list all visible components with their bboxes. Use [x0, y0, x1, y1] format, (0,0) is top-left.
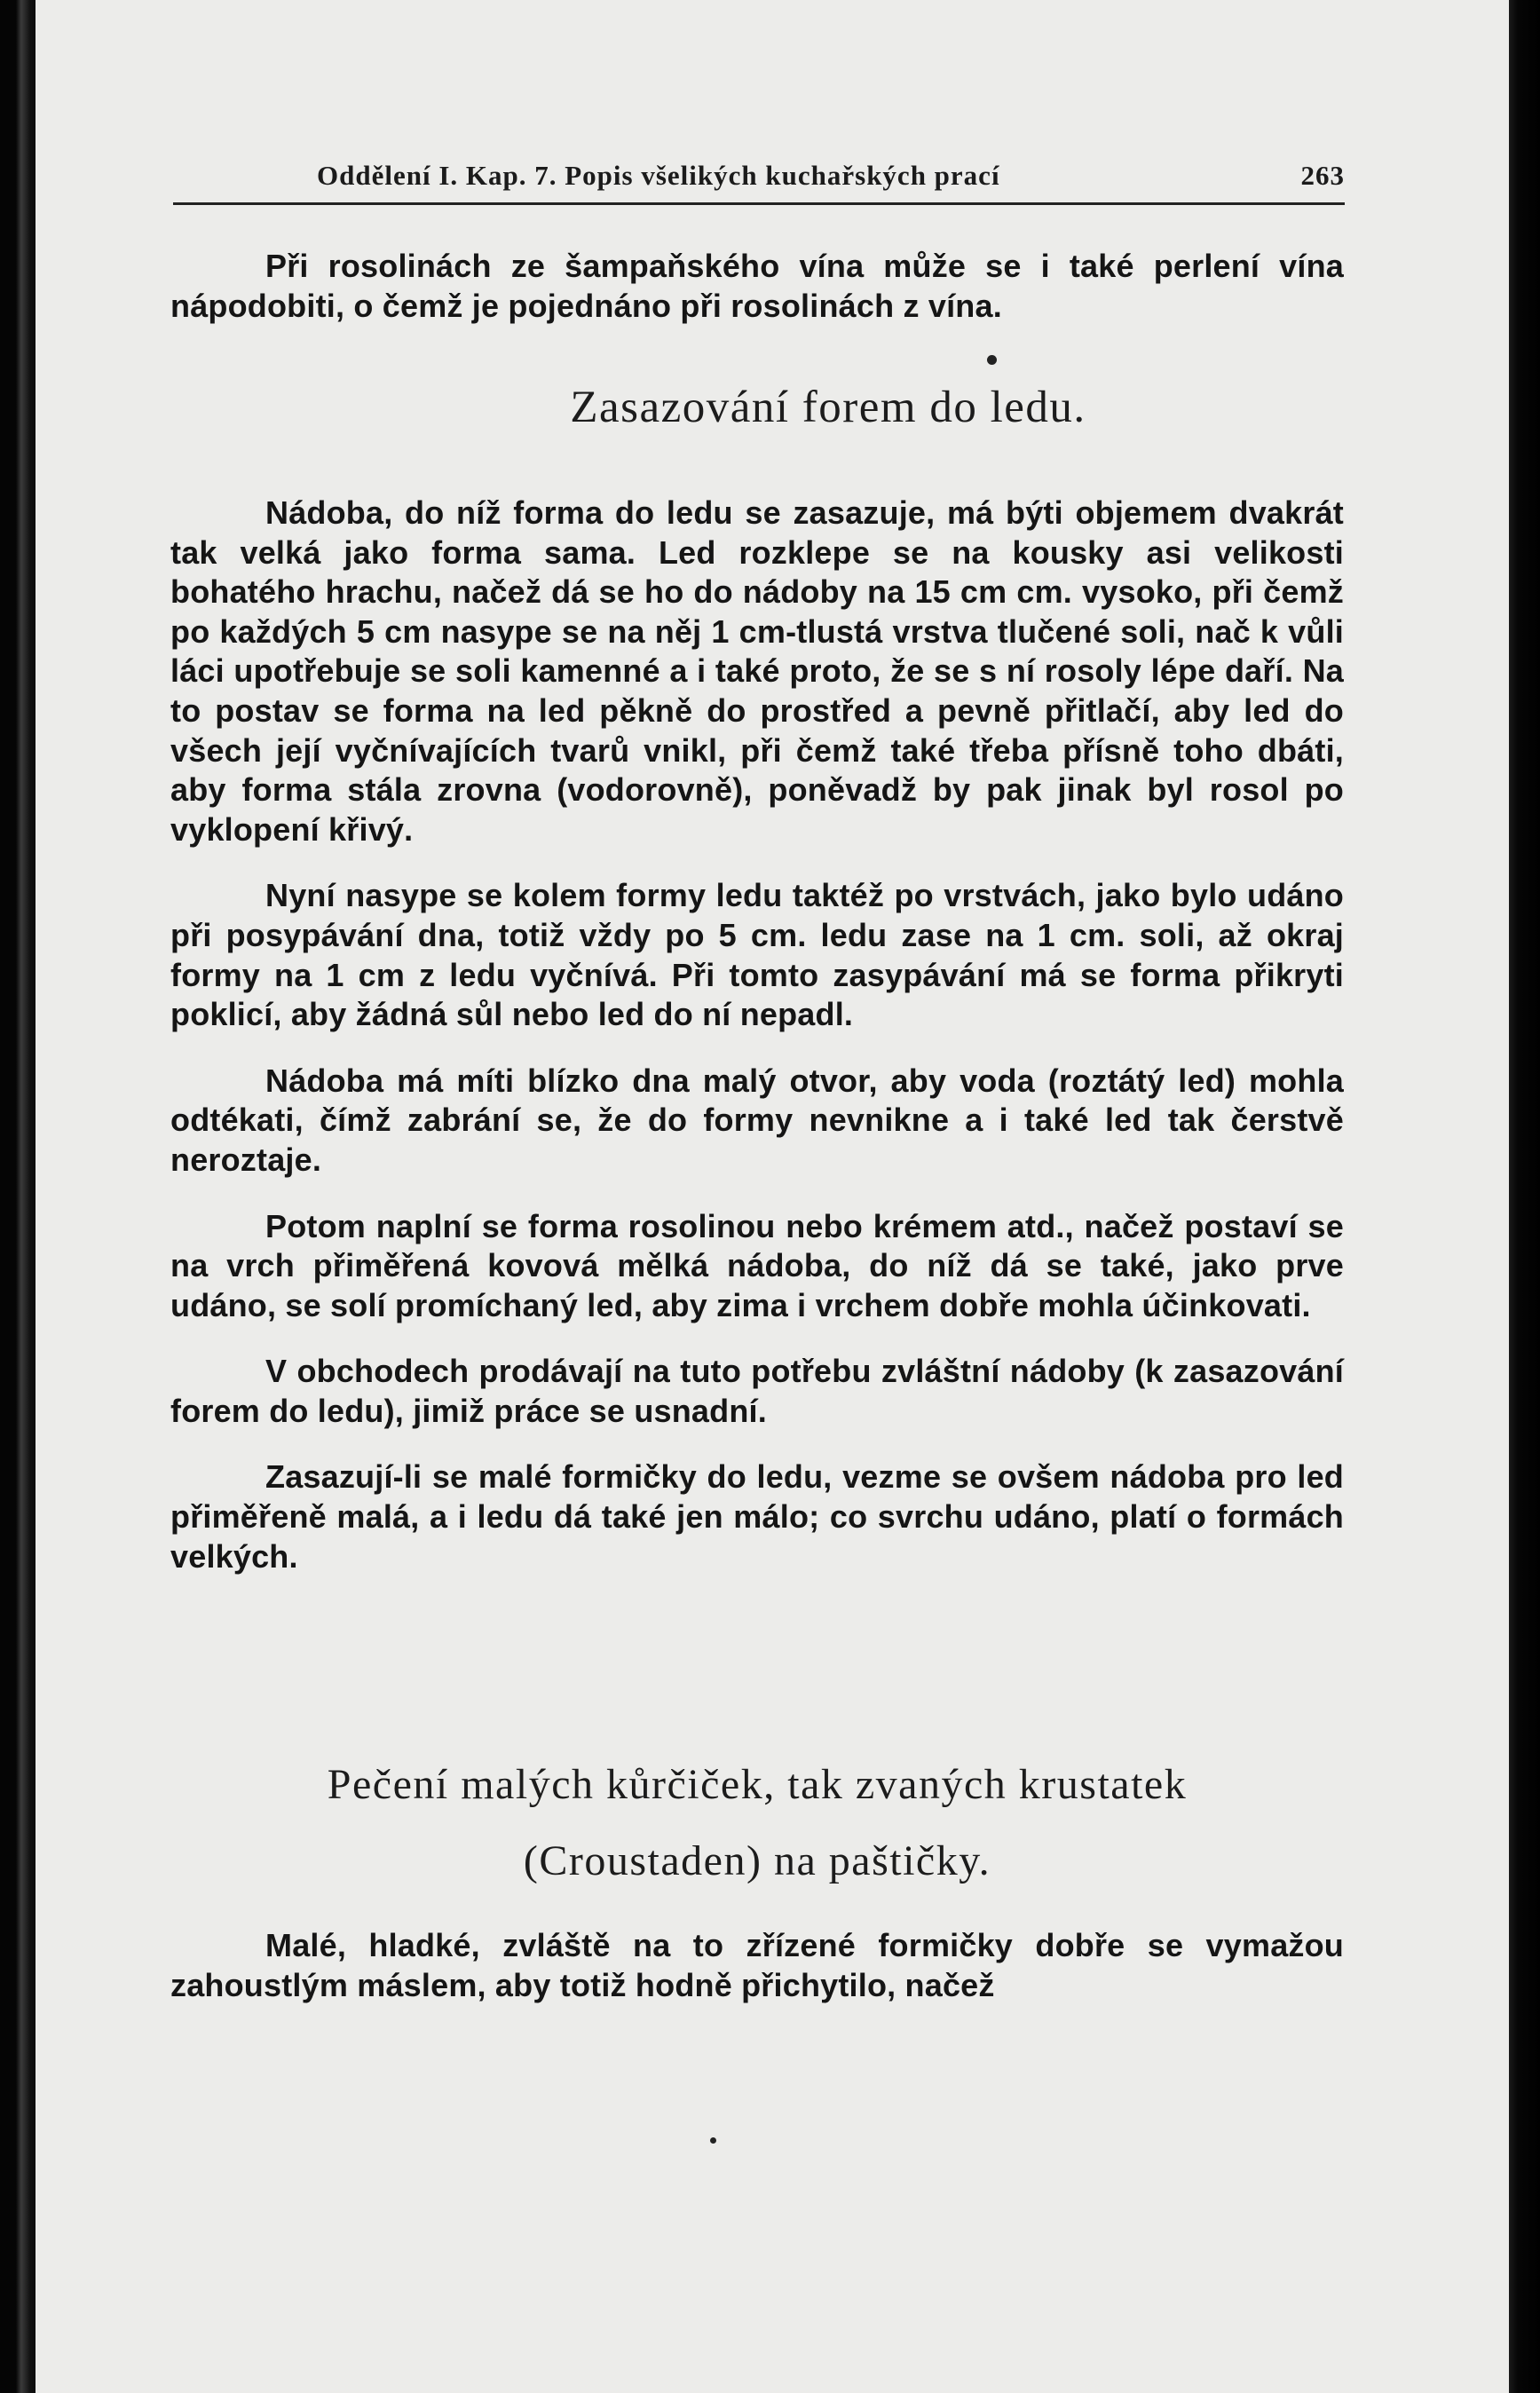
- section-title-ice: Zasazování forem do ledu.: [570, 383, 1086, 432]
- section-ice-body: [170, 494, 1344, 1603]
- intro-paragraph: Při rosolinách ze šampaňského vína může se i také perlení vína nápodobiti, o čemž je pojednáno při rosolinách z vína.: [170, 248, 1344, 324]
- page-number: 263: [1300, 160, 1345, 191]
- section-title-line-1: Pečení malých kůrčiček, tak zvaných krustatek: [327, 1761, 1188, 1808]
- section-title-croustaden: [170, 1747, 1344, 1899]
- book-edge-left: [0, 0, 36, 2393]
- section-title-line-2: (Croustaden) na paštičky.: [523, 1837, 991, 1884]
- intro-block: [170, 247, 1344, 352]
- paragraph: Zasazují-li se malé formičky do ledu, vezme se ovšem nádoba pro led přiměřeně malá, a i ledu dá také jen málo; co svrchu udáno, platí o formách velkých.: [170, 1458, 1344, 1575]
- header-rule: [173, 202, 1345, 205]
- paragraph: Nádoba má míti blízko dna malý otvor, aby voda (roztátý led) mohla odtékati, čímž zabrání se, že do formy nevnikne a i také led tak čerstvě neroztaje.: [170, 1062, 1344, 1178]
- paragraph: Malé, hladké, zvláště na to zřízené formičky dobře se vymažou zahoustlým máslem, aby totiž hodně přichytilo, načež: [170, 1927, 1344, 2003]
- paragraph: V obchodech prodávají na tuto potřebu zvláštní nádoby (k zasazování forem do ledu), jimiž práce se usnadní.: [170, 1353, 1344, 1429]
- ink-dot: [987, 355, 997, 365]
- ink-dot: [710, 2137, 716, 2144]
- paragraph: Nádoba, do níž forma do ledu se zasazuje, má býti objemem dvakrát tak velká jako forma sama. Led rozklepe se na kousky asi velikosti bohatého hrachu, načež dá se ho do nádoby na 15 cm cm. vysoko, při čemž po každých 5 cm nasype se na něj 1 cm-tlustá vrstva tlučené soli, nač k vůli láci upotřebuje se soli kamenné a i také proto, že se s ní rosoly lépe daří. Na to postav se forma na led pěkně do prostřed a pevně přitlačí, aby led do všech její vyčnívajících tvarů vnikl, při čemž také třeba přísně toho dbáti, aby forma stála zrovna (vodorovně), poněvadž by pak jinak byl rosol po vyklopení křivý.: [170, 494, 1344, 848]
- book-edge-right: [1509, 0, 1540, 2393]
- paragraph: Nyní nasype se kolem formy ledu taktéž po vrstvách, jako bylo udáno při posypávání dna, totiž vždy po 5 cm. ledu zase na 1 cm. soli, až okraj formy na 1 cm z ledu vyčnívá. Při tomto zasypávání má se forma přikryti poklicí, aby žádná sůl nebo led do ní nepadl.: [170, 877, 1344, 1033]
- running-header: [317, 160, 1345, 192]
- paragraph: Potom naplní se forma rosolinou nebo krémem atd., načež postaví se na vrch přiměřená kovová mělká nádoba, do níž dá se také, jako prve udáno, se solí promíchaný led, aby zima i vrchem dobře mohla účinkovati.: [170, 1207, 1344, 1323]
- running-title: Oddělení I. Kap. 7. Popis všelikých kuchařských prací: [317, 160, 1000, 191]
- section-croustaden-body: [170, 1926, 1344, 2032]
